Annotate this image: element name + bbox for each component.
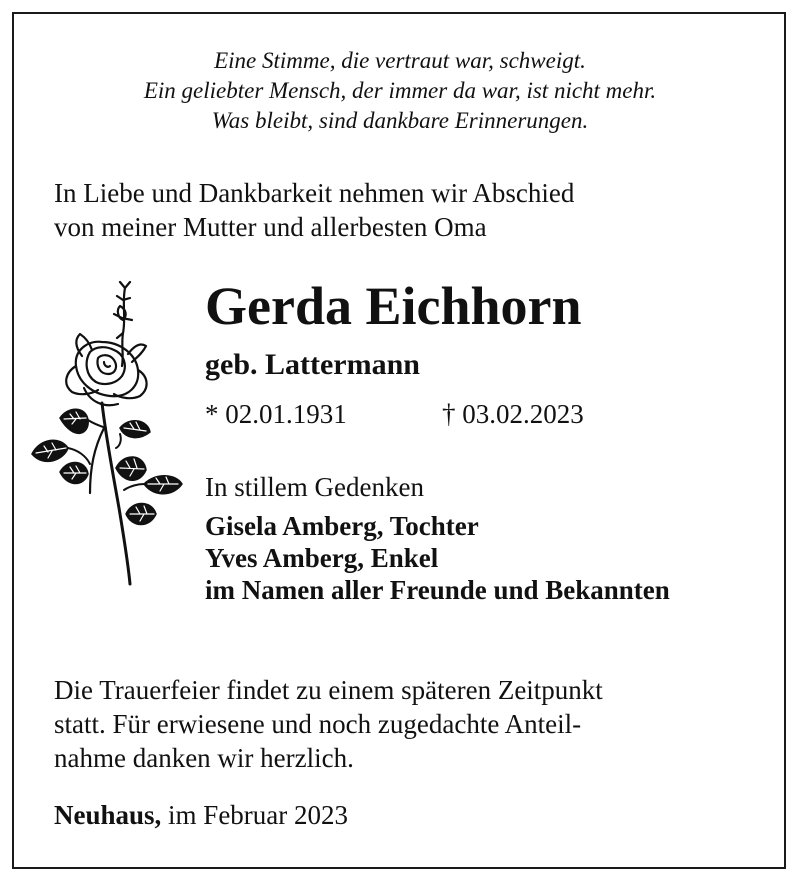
deceased-name: Gerda Eichhorn — [205, 276, 582, 336]
life-dates — [205, 397, 584, 431]
rose-icon — [24, 278, 186, 590]
birth-date: * 02.01.1931 — [205, 399, 347, 429]
signoff-date: im Februar 2023 — [161, 800, 349, 830]
signoff — [54, 798, 348, 832]
maiden-name: geb. Lattermann — [205, 348, 420, 381]
closing-text — [54, 673, 603, 775]
intro-text — [54, 176, 574, 244]
closing-line: nahme danken wir herzlich. — [54, 743, 354, 773]
poem-line: Was bleibt, sind dankbare Erinnerungen. — [211, 108, 589, 133]
mourner: im Namen aller Freunde und Bekannten — [205, 575, 670, 605]
poem — [0, 46, 800, 136]
signoff-place: Neuhaus, — [54, 800, 162, 830]
poem-line: Eine Stimme, die vertraut war, schweigt. — [214, 48, 586, 73]
intro-line: In Liebe und Dankbarkeit nehmen wir Abschied — [54, 178, 575, 208]
mourner: Gisela Amberg, Tochter — [205, 511, 479, 541]
closing-line: statt. Für erwiesene und noch zugedachte Anteil- — [54, 709, 582, 739]
intro-line: von meiner Mutter und allerbesten Oma — [54, 212, 487, 242]
mourner: Yves Amberg, Enkel — [205, 543, 439, 573]
memory-line: In stillem Gedenken — [205, 472, 424, 502]
poem-line: Ein geliebter Mensch, der immer da war, ist nicht mehr. — [143, 78, 657, 103]
death-date: † 03.02.2023 — [442, 399, 584, 429]
closing-line: Die Trauerfeier findet zu einem späteren Zeitpunkt — [54, 675, 603, 705]
mourners-list — [205, 510, 670, 606]
